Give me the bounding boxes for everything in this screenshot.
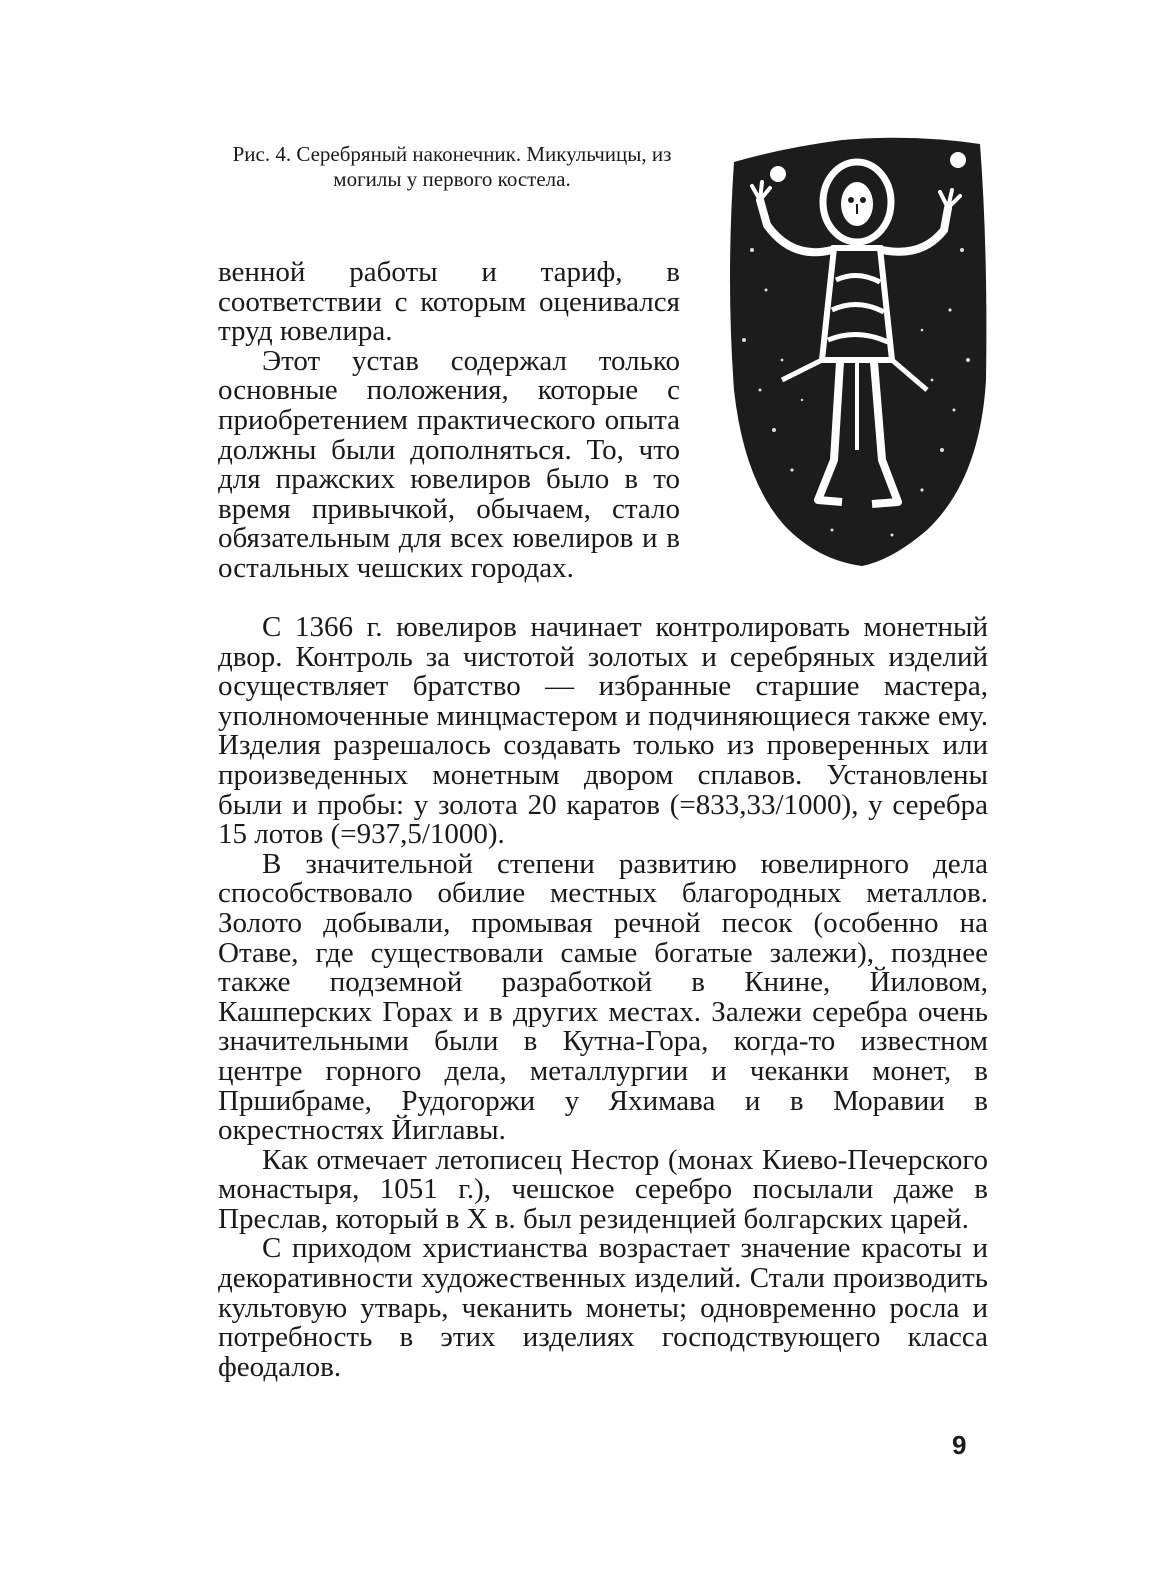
engraved-figure-icon bbox=[722, 130, 992, 570]
text-column-wide bbox=[218, 613, 988, 1382]
paragraph: Как отмечает летописец Нестор (монах Киево-Печерского монастыря, 1051 г.), чешское серебро посылали даже в Преслав, который в X в. был резиденцией болгарских царей. bbox=[218, 1143, 988, 1235]
figure-caption: Рис. 4. Серебряный наконечник. Микульчицы, из могилы у первого костела. bbox=[232, 142, 672, 191]
page-number: 9 bbox=[952, 1430, 967, 1460]
text-column-narrow bbox=[218, 258, 680, 584]
paragraph: С приходом христианства возрастает значение красоты и декоративности художественных изделий. Стали производить культовую утварь, чеканить монеты; одновременно росла и потребность в этих изделиях господствующего класса феодалов. bbox=[218, 1232, 988, 1383]
paragraph: С 1366 г. ювелиров начинает контролировать монетный двор. Контроль за чистотой золотых и серебряных изделий осуществляет братство — избранные старшие мастера, уполномоченные минцмастером и подчиняющиеся также ему. Изделия разрешалось создавать только из проверенных или произведенных монетным двором сплавов. Установлены были и пробы: у золота 20 каратов (=833,33/1000), у серебра 15 лотов (=937,5/1000). bbox=[218, 611, 988, 851]
paragraph: В значительной степени развитию ювелирного дела способствовало обилие местных благородных металлов. Золото добывали, промывая речной песок (особенно на Отаве, где существовали самые богатые залежи), позднее также подземной разработкой в Книне, Йиловом, Кашперских Горах и в других местах. Залежи серебра очень значительными были в Кутна-Гора, когда-то известном центре горного дела, металлургии и чеканки монет, в Пршибраме, Рудогоржи у Яхимава и в Моравии в окрестностях Йиглавы. bbox=[218, 847, 988, 1147]
paragraph: Этот устав содержал только основные положения, которые с приобретением практического опыта должны были дополняться. То, что для пражских ювелиров было в то время привычкой, обычаем, стало обязательным для всех ювелиров и в остальных чешских городах. bbox=[218, 344, 680, 584]
figure-silver-tip bbox=[722, 130, 992, 570]
paragraph-continued: венной работы и тариф, в соответствии с которым оценивался труд ювелира. bbox=[218, 256, 680, 348]
